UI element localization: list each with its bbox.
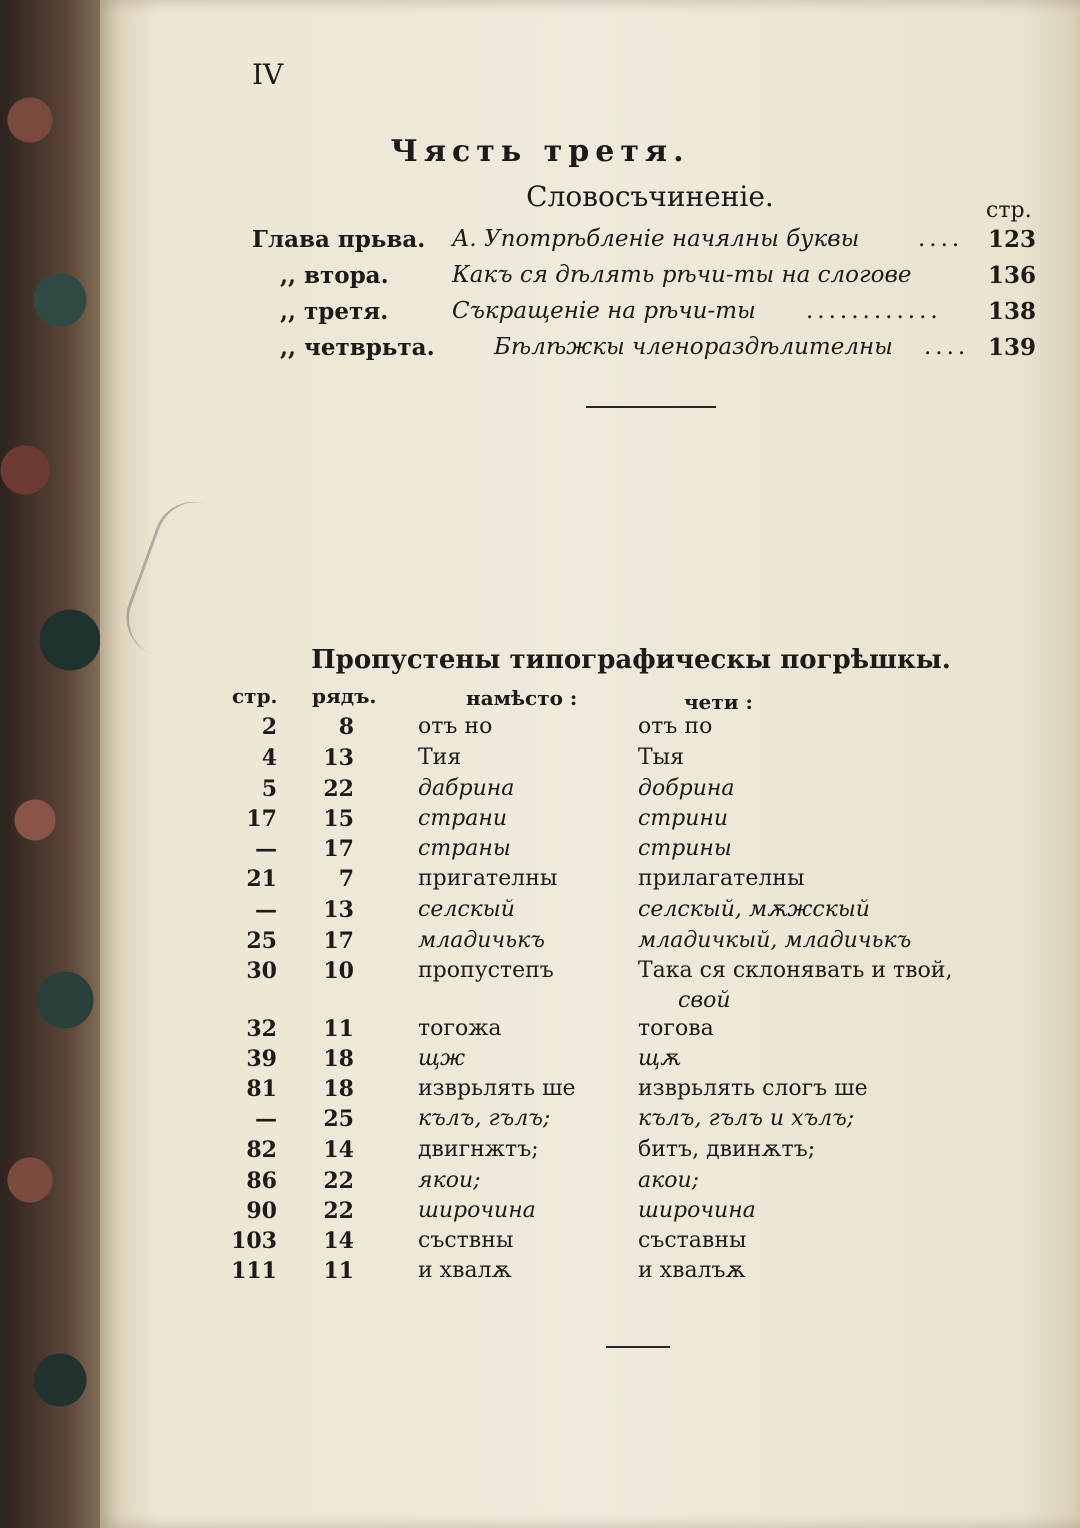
errata-page: 81 [246, 1076, 277, 1102]
errata-read: тогова [638, 1016, 714, 1041]
errata-row-num: 18 [323, 1076, 354, 1102]
errata-read: младичкый, младичькъ [638, 928, 912, 953]
errata-row-num: 7 [338, 866, 354, 892]
errata-row [0, 1016, 1080, 1046]
errata-page: 32 [246, 1016, 277, 1042]
errata-page: 2 [261, 714, 277, 740]
errata-row [0, 776, 1080, 806]
errata-row [0, 1258, 1080, 1288]
toc-title: Бѣлѣжкы членораздѣлителны [494, 334, 893, 360]
errata-header-row: рядъ. [312, 684, 377, 708]
errata-row [0, 836, 1080, 866]
errata-page: 111 [231, 1258, 277, 1284]
errata-read: добрина [638, 776, 735, 801]
errata-read: щѫ [638, 1046, 681, 1071]
toc-title: Какъ ся дѣлять рѣчи-ты на слогове [452, 262, 912, 288]
errata-wrong: селскый [418, 897, 515, 922]
errata-row [0, 1076, 1080, 1106]
toc-page-header: стр. [986, 198, 1032, 223]
errata-read: свой [678, 988, 731, 1013]
errata-page: 5 [261, 776, 277, 802]
errata-page: — [255, 1106, 277, 1132]
errata-row-num: 25 [323, 1106, 354, 1132]
errata-wrong: якои; [418, 1168, 481, 1193]
errata-wrong: двигнжтъ; [418, 1137, 539, 1162]
errata-page: — [255, 836, 277, 862]
errata-read: изврьлять слогъ ше [638, 1076, 868, 1101]
toc-row [0, 334, 1080, 366]
errata-row [0, 897, 1080, 927]
errata-wrong: страни [418, 806, 508, 831]
errata-page: 103 [231, 1228, 277, 1254]
toc-label: Глава прьва. [252, 226, 426, 253]
errata-row [0, 1228, 1080, 1258]
errata-row-num: 17 [323, 928, 354, 954]
errata-read: акои; [638, 1168, 700, 1193]
errata-title: Пропустены типографическы погрѣшкы. [311, 645, 951, 675]
errata-row-num: 14 [323, 1137, 354, 1163]
errata-wrong: изврьлять ше [418, 1076, 576, 1101]
errata-wrong: пригателны [418, 866, 558, 891]
errata-header-read: чети : [684, 690, 753, 714]
errata-read: стрины [638, 836, 732, 861]
toc-label: ,, третя. [280, 298, 389, 325]
divider [586, 406, 716, 408]
errata-wrong: младичькъ [418, 928, 545, 953]
errata-row-num: 13 [323, 745, 354, 771]
errata-row-num: 22 [323, 1198, 354, 1224]
errata-row [0, 928, 1080, 958]
toc-page: 138 [988, 298, 1037, 325]
toc-row [0, 298, 1080, 330]
errata-row [0, 866, 1080, 896]
errata-page: 21 [246, 866, 277, 892]
errata-page: 17 [246, 806, 277, 832]
errata-row [0, 1137, 1080, 1167]
errata-wrong: тогожа [418, 1016, 502, 1041]
errata-header-page: стр. [232, 684, 278, 708]
errata-read: съставны [638, 1228, 747, 1253]
errata-row-num: 8 [338, 714, 354, 740]
errata-row [0, 1168, 1080, 1198]
errata-row-num: 22 [323, 1168, 354, 1194]
errata-read: кълъ, гълъ и хълъ; [638, 1106, 855, 1131]
toc-page: 139 [988, 334, 1037, 361]
errata-wrong: Тия [418, 745, 462, 770]
toc-title: А. Употрѣбленіе начялны буквы [452, 226, 860, 252]
toc-label: ,, втора. [280, 262, 389, 289]
errata-row-num: 14 [323, 1228, 354, 1254]
errata-page: — [255, 897, 277, 923]
errata-row-num: 22 [323, 776, 354, 802]
toc-dots: .... [924, 334, 970, 360]
errata-page: 82 [246, 1137, 277, 1163]
errata-read: отъ по [638, 714, 713, 739]
errata-row [0, 745, 1080, 775]
toc-title: Съкращеніе на рѣчи-ты [452, 298, 756, 324]
errata-read: Тыя [638, 745, 685, 770]
errata-page: 90 [246, 1198, 277, 1224]
toc-dots: .... [918, 226, 964, 252]
errata-read: широчина [638, 1198, 756, 1223]
errata-row [0, 1106, 1080, 1136]
toc-page: 123 [988, 226, 1037, 253]
errata-row [0, 988, 1080, 1018]
toc-label: ,, четврьта. [280, 334, 435, 361]
errata-row [0, 1046, 1080, 1076]
errata-row-num: 10 [323, 958, 354, 984]
errata-row [0, 958, 1080, 988]
errata-wrong: пропустепъ [418, 958, 554, 983]
errata-read: селскый, мѫжскый [638, 897, 870, 922]
errata-row [0, 1198, 1080, 1228]
errata-header-wrong: намѣсто : [466, 686, 578, 710]
errata-wrong: широчина [418, 1198, 536, 1223]
errata-read: прилагателны [638, 866, 805, 891]
errata-page: 25 [246, 928, 277, 954]
errata-wrong: отъ но [418, 714, 493, 739]
errata-wrong: и хвалѫ [418, 1258, 512, 1283]
errata-page: 4 [261, 745, 277, 771]
toc-dots: ............ [806, 298, 942, 324]
part-title: Чясть третя. [390, 134, 690, 169]
divider-bottom [606, 1346, 670, 1348]
page-number: IV [252, 58, 284, 91]
errata-wrong: дабрина [418, 776, 515, 801]
errata-page: 39 [246, 1046, 277, 1072]
errata-wrong: съствны [418, 1228, 514, 1253]
errata-row [0, 806, 1080, 836]
errata-page: 30 [246, 958, 277, 984]
part-subtitle: Словосъчиненіе. [526, 180, 774, 213]
errata-row [0, 714, 1080, 744]
errata-row-num: 11 [323, 1016, 354, 1042]
errata-wrong: щж [418, 1046, 466, 1071]
errata-row-num: 18 [323, 1046, 354, 1072]
errata-row-num: 13 [323, 897, 354, 923]
errata-read: Така ся склонявать и твой, [638, 958, 953, 983]
toc-row [0, 262, 1080, 294]
errata-read: битъ, двинѫтъ; [638, 1137, 816, 1162]
errata-page: 86 [246, 1168, 277, 1194]
errata-read: стрини [638, 806, 729, 831]
toc-row [0, 226, 1080, 258]
errata-wrong: страны [418, 836, 511, 861]
toc-page: 136 [988, 262, 1037, 289]
errata-row-num: 11 [323, 1258, 354, 1284]
errata-row-num: 17 [323, 836, 354, 862]
errata-row-num: 15 [323, 806, 354, 832]
errata-wrong: кълъ, гълъ; [418, 1106, 551, 1131]
errata-read: и хвалъѫ [638, 1258, 746, 1283]
